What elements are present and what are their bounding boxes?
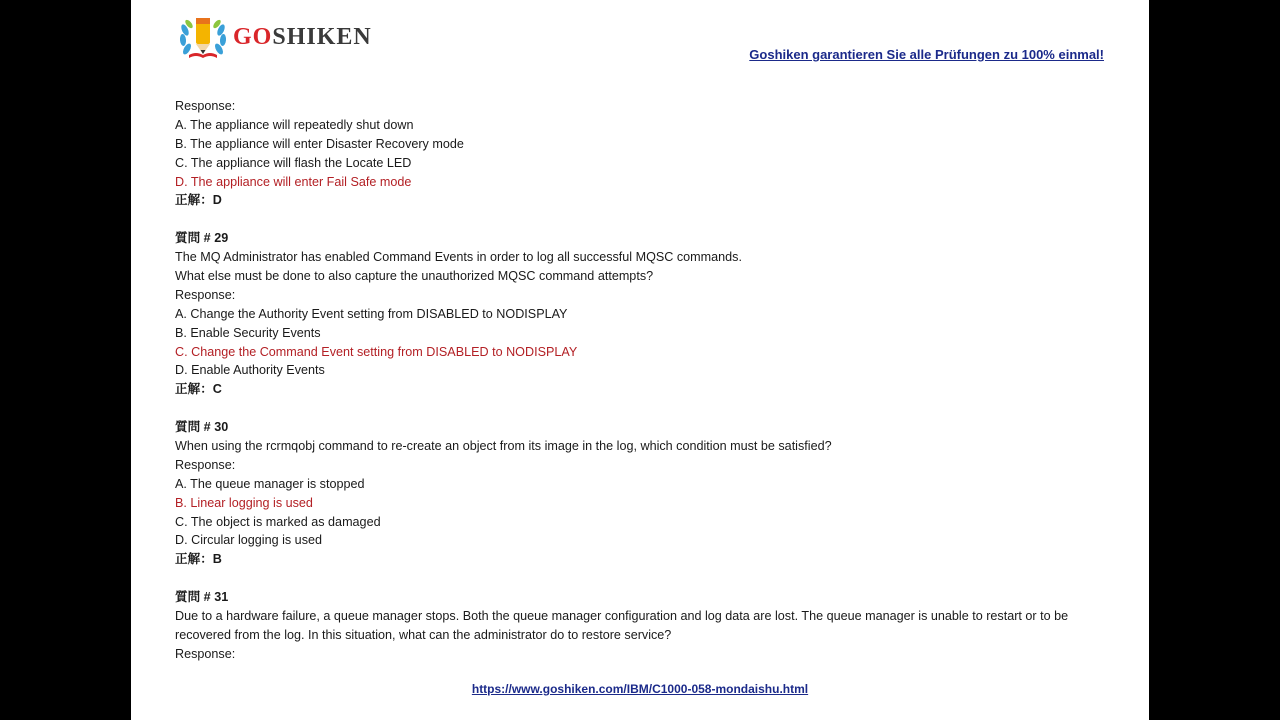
option-b: B. Enable Security Events: [175, 325, 321, 340]
option-a: A. Change the Authority Event setting from DISABLED to NODISPLAY: [175, 306, 568, 321]
answer-value: D: [212, 193, 222, 208]
answer-label: 正解：: [175, 552, 213, 567]
answer-label: 正解：: [175, 382, 213, 397]
question-text: Due to a hardware failure, a queue manager stops. Both the queue manager configuration and log data are lost. The queue manager is unable to restart or to be: [175, 609, 1069, 624]
answer-value: C: [212, 382, 222, 397]
option-b: B. The appliance will enter Disaster Recovery mode: [175, 136, 464, 151]
question-heading: 質問 # 29: [175, 231, 229, 246]
answer-line: [175, 380, 1115, 399]
option-a: A. The appliance will repeatedly shut down: [175, 117, 414, 132]
answer-line: [175, 191, 1115, 210]
option-c-correct: C. Change the Command Event setting from DISABLED to NODISPLAY: [175, 344, 578, 359]
header-tagline-link[interactable]: Goshiken garantieren Sie alle Prüfungen zu 100% einmal!: [749, 47, 1104, 62]
exam-content: [175, 97, 1115, 664]
logo-wordmark: [233, 24, 372, 51]
goshiken-logo: [177, 10, 372, 62]
answer-line: [175, 550, 1115, 569]
option-b-correct: B. Linear logging is used: [175, 495, 313, 510]
logo-go-text: GO: [233, 23, 273, 50]
option-d: D. Circular logging is used: [175, 533, 322, 548]
logo-shiken-text: SHIKEN: [272, 23, 372, 50]
question-text: What else must be done to also capture the unauthorized MQSC command attempts?: [175, 269, 654, 284]
question-heading: 質問 # 30: [175, 420, 229, 435]
question-heading: 質問 # 31: [175, 590, 229, 605]
option-c: C. The appliance will flash the Locate LED: [175, 155, 412, 170]
document-page: [131, 0, 1149, 720]
option-d-correct: D. The appliance will enter Fail Safe mode: [175, 174, 412, 189]
option-c: C. The object is marked as damaged: [175, 514, 381, 529]
question-text: When using the rcrmqobj command to re-create an object from its image in the log, which condition must be satisfied?: [175, 439, 832, 454]
response-label: Response:: [175, 457, 236, 472]
response-label: Response:: [175, 646, 236, 661]
question-text: The MQ Administrator has enabled Command Events in order to log all successful MQSC commands.: [175, 250, 742, 265]
answer-value: B: [212, 552, 222, 567]
response-label: Response:: [175, 99, 236, 113]
pencil-logo-icon: [177, 12, 229, 60]
option-a: A. The queue manager is stopped: [175, 476, 365, 491]
option-d: D. Enable Authority Events: [175, 363, 325, 378]
footer-url-link[interactable]: https://www.goshiken.com/IBM/C1000-058-mondaishu.html: [471, 682, 809, 696]
response-label: Response:: [175, 287, 236, 302]
answer-label: 正解：: [175, 193, 213, 208]
question-text: recovered from the log. In this situation, what can the administrator do to restore service?: [175, 627, 672, 642]
